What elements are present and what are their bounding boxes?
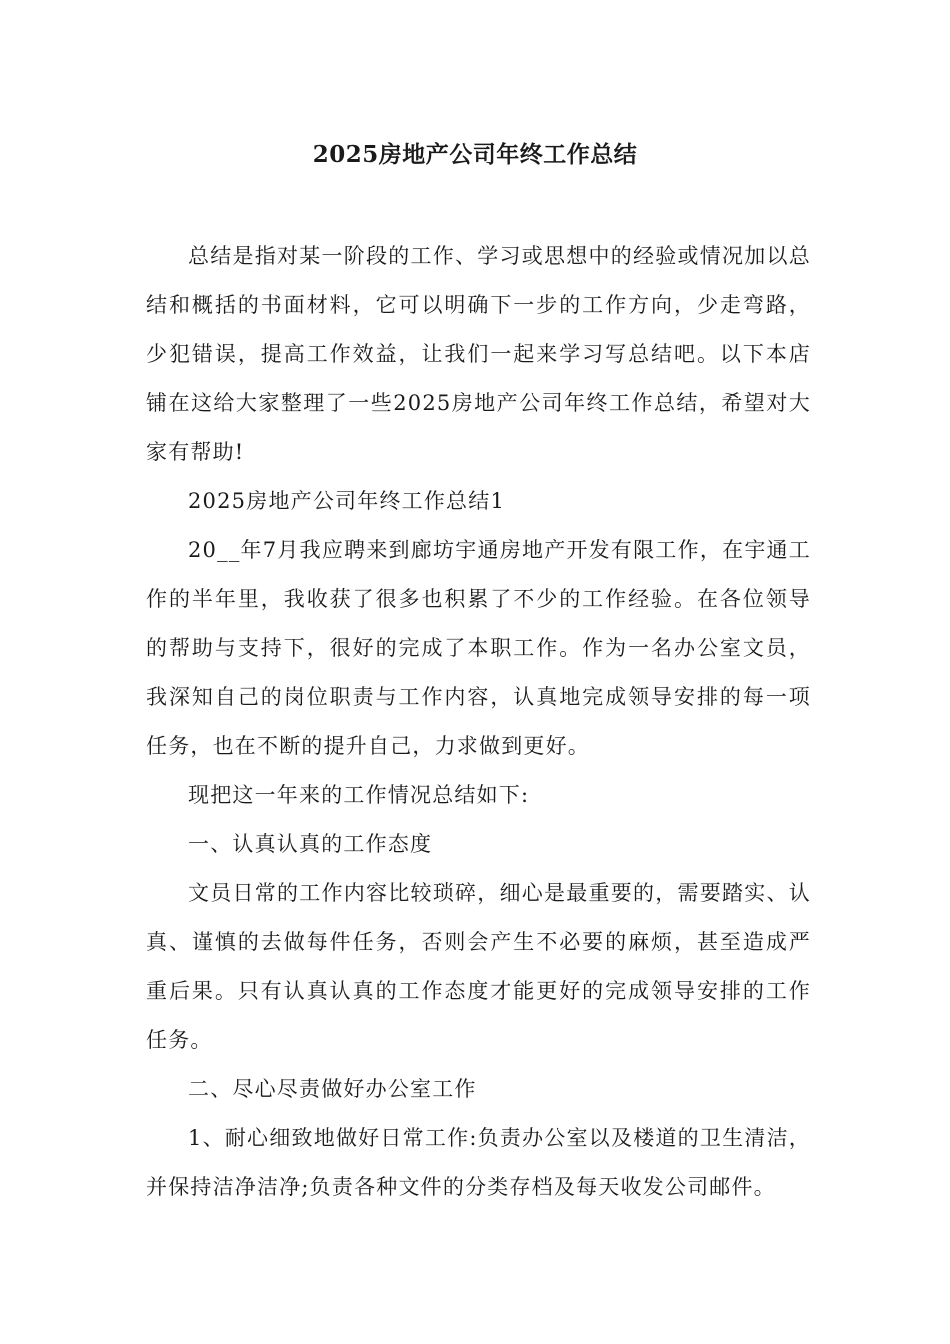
body-paragraph: 1、耐心细致地做好日常工作:负责办公室以及楼道的卫生清洁，并保持洁净洁净;负责各种文件的分类存档及每天收发公司邮件。 bbox=[146, 1126, 811, 1199]
body-paragraph: 文员日常的工作内容比较琐碎，细心是最重要的，需要踏实、认真、谨慎的去做每件任务，否则会产生不必要的麻烦，甚至造成严重后果。只有认真认真的工作态度才能更好的完成领导安排的工作任务。 bbox=[146, 881, 811, 1052]
document-title: 2025房地产公司年终工作总结 bbox=[312, 141, 638, 168]
body-paragraph: 20__年7月我应聘来到廊坊宇通房地产开发有限工作，在宇通工作的半年里，我收获了很多也积累了不少的工作经验。在各位领导的帮助与支持下，很好的完成了本职工作。作为一名办公室文员，我深知自己的岗位职责与工作内容，认真地完成领导安排的每一项任务，也在不断的提升自己，力求做到更好。 bbox=[146, 538, 811, 758]
section-heading: 2025房地产公司年终工作总结1 bbox=[188, 489, 506, 513]
intro-paragraph: 总结是指对某一阶段的工作、学习或思想中的经验或情况加以总结和概括的书面材料，它可以明确下一步的工作方向，少走弯路，少犯错误，提高工作效益，让我们一起来学习写总结吧。以下本店铺在这给大家整理了一些2025房地产公司年终工作总结，希望对大家有帮助! bbox=[146, 244, 811, 464]
subsection-heading: 二、尽心尽责做好办公室工作 bbox=[188, 1077, 477, 1101]
body-paragraph: 现把这一年来的工作情况总结如下: bbox=[188, 783, 530, 807]
subsection-heading: 一、认真认真的工作态度 bbox=[188, 832, 433, 856]
document-body bbox=[146, 232, 811, 1212]
